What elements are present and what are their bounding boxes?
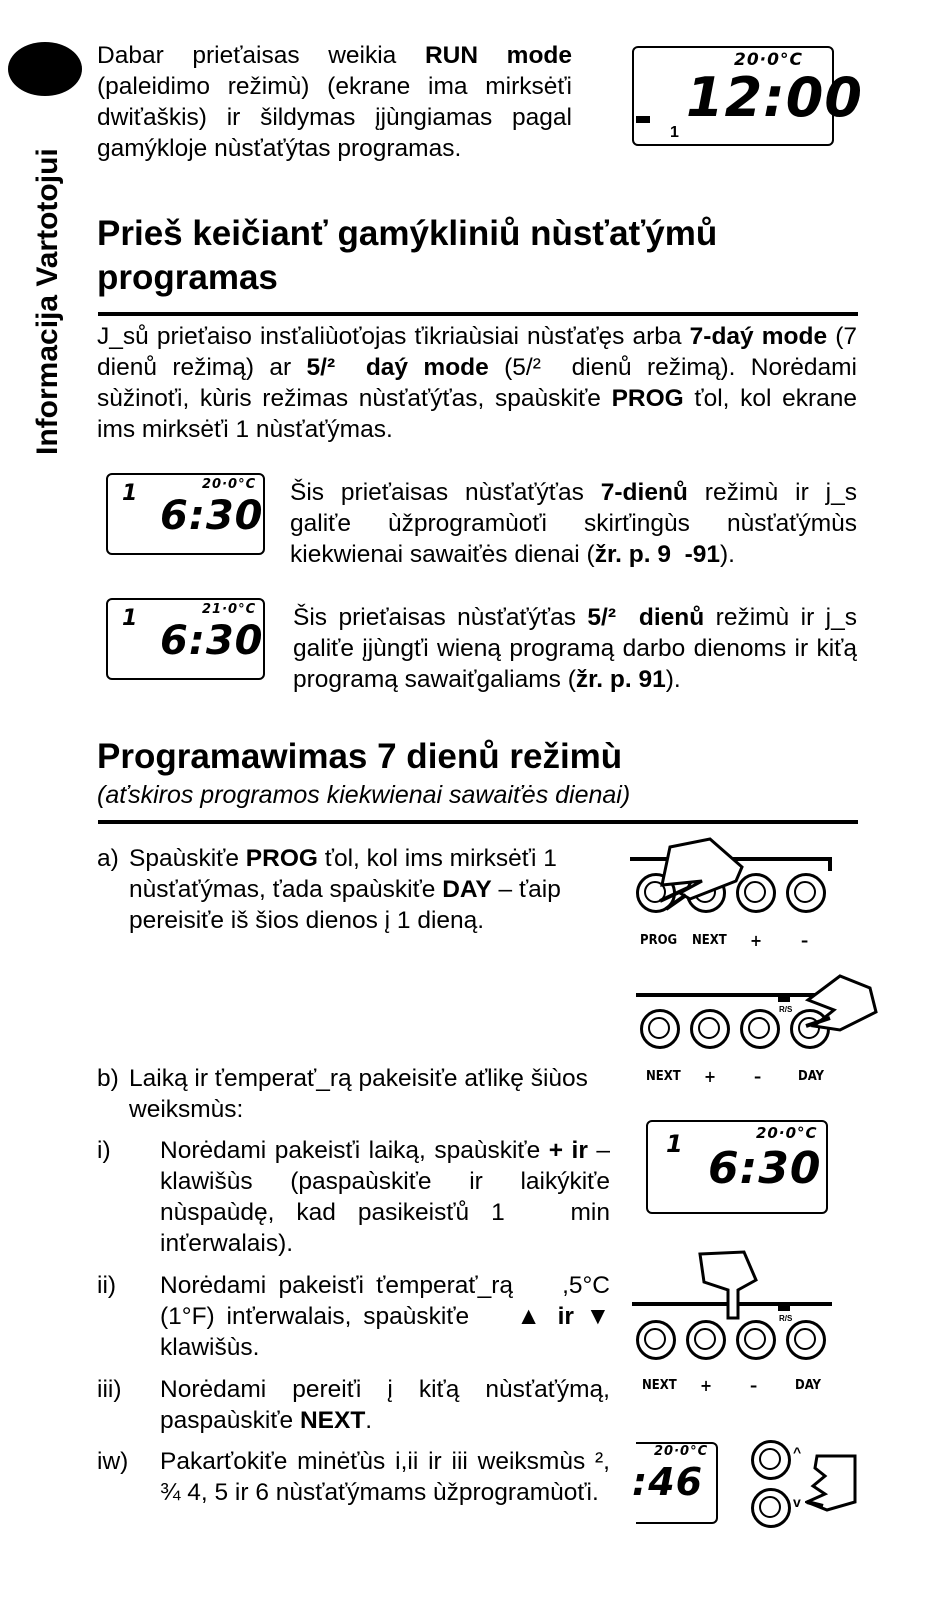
button-panel-day: [630, 975, 880, 1085]
pointing-hand-icon: [694, 1250, 764, 1322]
section2-subtitle: (aťskiros programos kiekwienai sawaiťės dienai): [97, 781, 631, 809]
updown-buttons: [745, 1438, 860, 1538]
rs-switch: [778, 995, 790, 1002]
minus-label: –: [754, 1067, 762, 1086]
divider: [98, 312, 858, 316]
minus-button[interactable]: [736, 1320, 776, 1360]
plus-label: +: [700, 1376, 713, 1395]
minus-label: –: [801, 931, 809, 950]
button-panel-prog: [630, 845, 840, 955]
step-a-text: Spaùskiťe PROG ťol, kol ims mirksėťi 1 nùsťaťýmas, ťada spaùskiťe DAY – ťaip pereisiťe iš šios dienos į 1 dieną.: [129, 845, 561, 934]
lcd-day: 1: [666, 1130, 684, 1158]
day-button[interactable]: [786, 1320, 826, 1360]
up-arrow-icon: ^: [793, 1444, 802, 1460]
mode5-text: Šis prieťaisas nùsťaťýťas 5/² dienů režimù ir j_s galiťe įjùngťi wieną programą darbo dienoms ir kiťą programą sawaiťgaliams (žr. p. 91).: [293, 604, 857, 693]
plus-button[interactable]: [686, 1320, 726, 1360]
step-b-item: [97, 1374, 610, 1436]
item-number: ii): [97, 1272, 117, 1299]
lcd-time: 6:30: [708, 1143, 822, 1194]
item-text: Pakarťokiťe minėťùs i,ii ir iii weiksmùs ², ¾ 4, 5 ir 6 nùsťaťýmams ùžprogramùoťi.: [160, 1448, 610, 1506]
step-b-label: b): [97, 1065, 119, 1092]
side-label: Informacija Vartotojui: [31, 148, 64, 455]
step-a: [97, 843, 587, 936]
down-arrow-icon: v: [793, 1494, 801, 1510]
next-label: NEXT: [646, 1069, 681, 1084]
pointing-hand-icon: [805, 1450, 860, 1520]
next-label: NEXT: [642, 1378, 677, 1393]
lcd-temp: 20·0°C: [734, 50, 803, 70]
lcd-temp: 21·0°C: [202, 602, 257, 617]
lcd-time: :46: [632, 1460, 704, 1504]
lcd-time: 6:30: [160, 493, 264, 539]
lcd-display-partial: [632, 1442, 718, 1524]
step-b-item: [97, 1446, 610, 1508]
lcd-temp: 20·0°C: [654, 1444, 709, 1459]
lcd-time: 6:30: [160, 618, 264, 664]
lcd-display-run: [632, 46, 863, 146]
lcd-display-time: [646, 1120, 828, 1214]
lcd-day: 1: [122, 481, 139, 506]
rs-switch: [778, 1304, 790, 1311]
lcd-time: 12:00: [686, 66, 863, 129]
section1-text: J_sů prieťaiso insťaliùoťojas ťikriaùsiai nùsťaťęs arba 7-daý mode (7 dienů režimą) ar 5/² daý mode (5/² dienů režimą). Norėdami sùžinoťi, kùris režimas nùsťaťýťas, spaùskiťe PROG ťol, kol ekrane ims mirksėťi 1 nùsťaťýmas.: [97, 323, 858, 443]
step-b-item: [97, 1135, 610, 1259]
divider: [98, 820, 858, 824]
section1-heading: Prieš keičianť gamýkliniů nùsťaťýmů programas: [97, 214, 718, 297]
plus-button[interactable]: [690, 1009, 730, 1049]
panel-bar-end: [828, 857, 832, 871]
pointing-hand-icon: [650, 837, 760, 917]
item-text: Norėdami pakeisťi laiką, spaùskiťe + ir – klawišùs (paspaùskiťe ir laikýkiťe nùspaùdę, kad pasikeisťů 1 min inťerwalais).: [160, 1137, 610, 1257]
prog-label: PROG: [640, 933, 678, 948]
mode7-text: Šis prieťaisas nùsťaťýťas 7-dienů režimù ir j_s galiťe ùžprogramùoťi skirťingùs nùsťaťýmùs kiekwienai sawaiťės dienai (žr. p. 9 -91).: [290, 479, 857, 568]
minus-button[interactable]: [786, 873, 826, 913]
plus-label: +: [704, 1067, 717, 1086]
day-label: DAY: [795, 1378, 821, 1393]
intro-text: Dabar prieťaisas weikia RUN mode (paleidimo režimù) (ekrane ima mirksėťi dwiťaškis) ir šildymas įjùngiamas pagal gamýkloje nùsťaťýtas programas.: [97, 42, 573, 162]
rs-label: R/S: [779, 1314, 793, 1323]
lcd-display-5day: [106, 598, 265, 680]
lcd-indicator-bar: [636, 116, 650, 123]
step-b: [97, 1063, 612, 1125]
item-number: i): [97, 1137, 111, 1164]
up-button[interactable]: [751, 1440, 791, 1480]
item-text: Norėdami pereiťi į kiťą nùsťaťýmą, paspaùskiťe NEXT.: [160, 1376, 610, 1434]
step-b-item: [97, 1270, 610, 1363]
plus-label: +: [750, 931, 763, 950]
item-text: Norėdami pakeisťi ťemperať_rą ,5°C (1°F) inťerwalais, spaùskiťe ▲ ir ▼ klawišùs.: [160, 1272, 610, 1361]
lcd-temp: 20·0°C: [756, 1124, 818, 1142]
next-button[interactable]: [636, 1320, 676, 1360]
next-label: NEXT: [692, 933, 727, 948]
button-panel-next: [630, 1250, 840, 1400]
item-number: iii): [97, 1376, 122, 1403]
lcd-day: 1: [670, 124, 679, 141]
rs-label: R/S: [779, 1005, 793, 1014]
minus-label: –: [750, 1376, 758, 1395]
section2-heading: Programawimas 7 dienů režimù: [97, 737, 623, 776]
down-button[interactable]: [751, 1488, 791, 1528]
lcd-display-7day: [106, 473, 265, 555]
minus-button[interactable]: [740, 1009, 780, 1049]
item-number: iw): [97, 1448, 129, 1475]
lcd-temp: 20·0°C: [202, 477, 257, 492]
day-label: DAY: [798, 1069, 824, 1084]
lcd-day: 1: [122, 606, 139, 631]
next-button[interactable]: [640, 1009, 680, 1049]
step-b-text: Laiką ir ťemperať_rą pakeisiťe aťlikę šiùos weiksmùs:: [129, 1065, 588, 1123]
step-a-label: a): [97, 845, 119, 872]
pointing-hand-icon: [800, 970, 880, 1040]
